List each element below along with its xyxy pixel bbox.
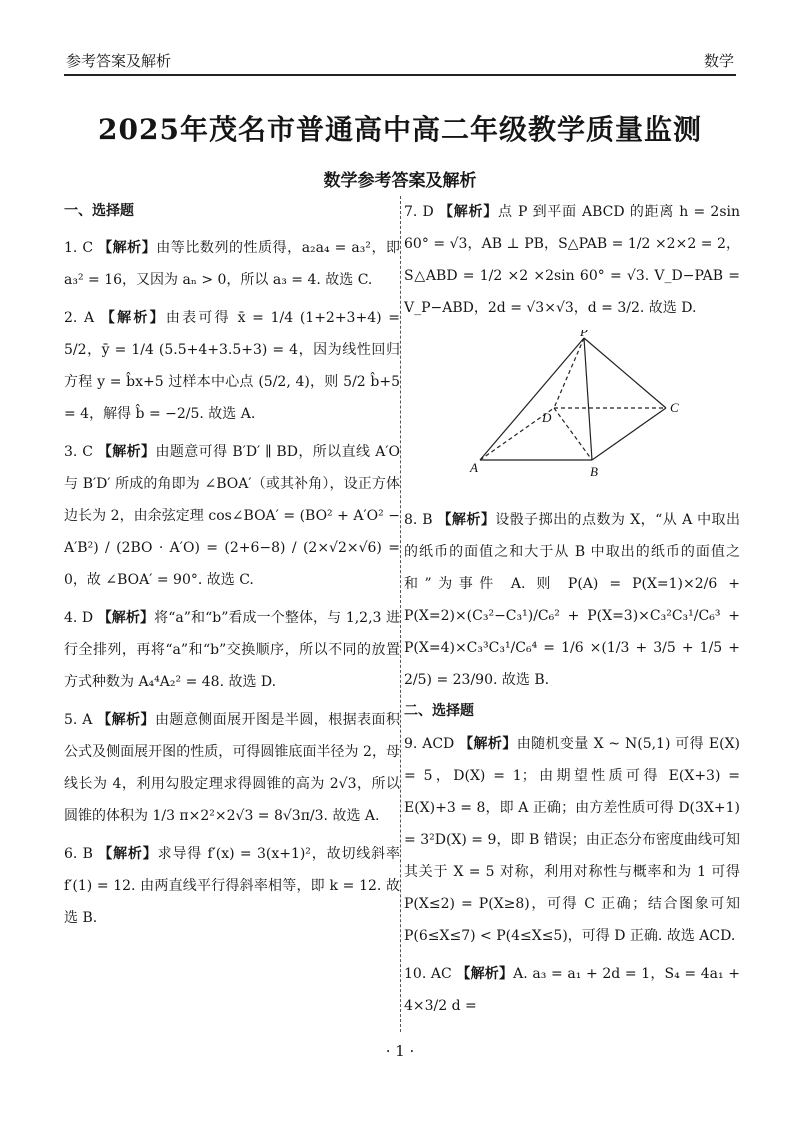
question-number: 2. A — [64, 310, 95, 326]
question-4 — [64, 602, 400, 698]
question-number: 5. A — [64, 712, 93, 728]
question-text: 求导得 f′(x) = 3(x+1)²，故切线斜率 f′(1) = 12. 由两直线平行得斜率相等，即 k = 12. 故选 B. — [64, 846, 400, 926]
page-subtitle: 数学参考答案及解析 — [323, 171, 477, 191]
analysis-tag: 【解析】 — [456, 966, 514, 982]
edge-pd — [554, 338, 584, 408]
page-header — [64, 40, 736, 76]
edge-pb — [584, 338, 592, 460]
question-text: 由随机变量 X ~ N(5,1) 可得 E(X) = 5，D(X) = 1；由期望性质可得 E(X+3) = E(X)+3 = 8，即 A 正确；由方差性质可得 D(3X+1) = 3²D(X) = 9，即 B 错误；由正态分布密度曲线可知其关于 X = 5 对称，利用对称性与概率和为 1 可得 P(X≤2) = P(X≥8)，可得 C 正确；结合图象可知 P(6≤X≤7) < P(4≤X≤5)，可得 D 正确. 故选 ACD. — [404, 736, 741, 944]
label-c: C — [670, 400, 679, 415]
question-1 — [64, 232, 400, 296]
analysis-tag: 【解析】 — [97, 712, 155, 728]
header-left: 参考答案及解析 — [66, 52, 172, 70]
question-text: 点 P 到平面 ABCD 的距离 h = 2sin 60° = √3，AB ⊥ PB，S△PAB = 1/2 ×2×2 = 2，S△ABD = 1/2 ×2 ×2sin 60° = √3. V_D−PAB = V_P−ABD，2d = √3×√3，d = 3/2. 故选 D. — [404, 204, 740, 316]
section-heading: 二、选择题 — [404, 703, 474, 719]
label-p: P — [580, 330, 588, 339]
question-number: 7. D — [404, 204, 434, 220]
question-number: 3. C — [64, 444, 93, 460]
label-b: B — [590, 464, 598, 479]
question-text: 由题意可得 B′D′ ∥ BD，所以直线 A′O 与 B′D′ 所成的角即为 ∠BOA′（或其补角），设正方体边长为 2，由余弦定理 cos∠BOA′ = (BO² + A′O² − A′B²) / (2BO · A′O) = (2+6−8) / (2×√2×√6) = 0，故 ∠BOA′ = 90°. 故选 C. — [64, 444, 401, 588]
analysis-tag: 【解析】 — [97, 444, 156, 460]
question-6 — [64, 838, 400, 934]
left-column — [64, 196, 400, 934]
question-text: 由等比数列的性质得，a₂a₄ = a₃²，即 a₃² = 16，又因为 aₙ > 0，所以 a₃ = 4. 故选 C. — [64, 240, 401, 288]
analysis-tag: 【解析】 — [98, 846, 158, 862]
edge-pa — [480, 338, 584, 460]
question-number: 6. B — [64, 846, 93, 862]
right-column — [404, 196, 740, 1022]
question-number: 8. B — [404, 512, 433, 528]
page-number: · 1 · — [385, 1042, 415, 1060]
label-a: A — [470, 460, 478, 475]
question-2 — [64, 302, 400, 430]
analysis-tag: 【解析】 — [437, 512, 496, 528]
question-text: 由题意侧面展开图是半圆，根据表面积公式及侧面展开图的性质，可得圆锥底面半径为 2，母线长为 4，利用勾股定理求得圆锥的高为 2√3，所以圆锥的体积为 1/3 π×2²×2√3 = 8√3π/3. 故选 A. — [64, 712, 400, 824]
question-5 — [64, 704, 400, 832]
question-3 — [64, 436, 400, 596]
analysis-tag: 【解析】 — [97, 610, 155, 626]
page-title: 2025年茂名市普通高中高二年级教学质量监测 — [98, 113, 702, 146]
question-text: 将“a”和“b”看成一个整体，与 1,2,3 进行全排列，再将“a”和“b”交换顺序，所以不同的放置方式种数为 A₄⁴A₂² = 48. 故选 D. — [64, 610, 400, 690]
question-number: 10. AC — [404, 966, 452, 982]
question-number: 4. D — [64, 610, 94, 626]
question-8 — [404, 504, 740, 696]
edge-db — [554, 408, 592, 460]
analysis-tag: 【解析】 — [439, 204, 498, 220]
question-9 — [404, 728, 740, 952]
question-text: 设骰子掷出的点数为 X，“从 A 中取出的纸币的面值之和大于从 B 中取出的纸币的面值之和”为事件 A. 则 P(A) = P(X=1)×2/6 + P(X=2)×(C₃²−C₃¹)/C₆² + P(X=3)×C₃²C₃¹/C₆³ + P(X=4)×C₃³C₃¹/C₆⁴ = 1/6 ×(1/3 + 3/5 + 1/5 + 2/5) = 23/90. 故选 B. — [404, 512, 740, 688]
section-heading: 一、选择题 — [64, 203, 134, 219]
column-divider — [400, 196, 401, 1032]
question-text: A. a₃ = a₁ + 2d = 1，S₄ = 4a₁ + 4×3/2 d = — [404, 966, 740, 1014]
question-text: 由表可得 x̄ = 1/4 (1+2+3+4) = 5/2，ȳ = 1/4 (5.5+4+3.5+3) = 4，因为线性回归方程 y = b̂x+5 过样本中心点 (5/2, 4)，则 5/2 b̂+5 = 4，解得 b̂ = −2/5. 故选 A. — [64, 310, 400, 422]
question-7 — [404, 196, 740, 324]
edge-bc — [592, 408, 666, 460]
pyramid-figure — [404, 330, 740, 480]
question-10 — [404, 958, 740, 1022]
analysis-tag: 【解析】 — [98, 240, 157, 256]
edge-pc — [584, 338, 666, 408]
analysis-tag: 【解析】 — [459, 736, 517, 752]
label-d: D — [542, 410, 552, 425]
question-number: 9. ACD — [404, 736, 455, 752]
question-number: 1. C — [64, 240, 94, 256]
header-right: 数学 — [703, 52, 734, 70]
analysis-tag: 【解析】 — [100, 310, 166, 326]
